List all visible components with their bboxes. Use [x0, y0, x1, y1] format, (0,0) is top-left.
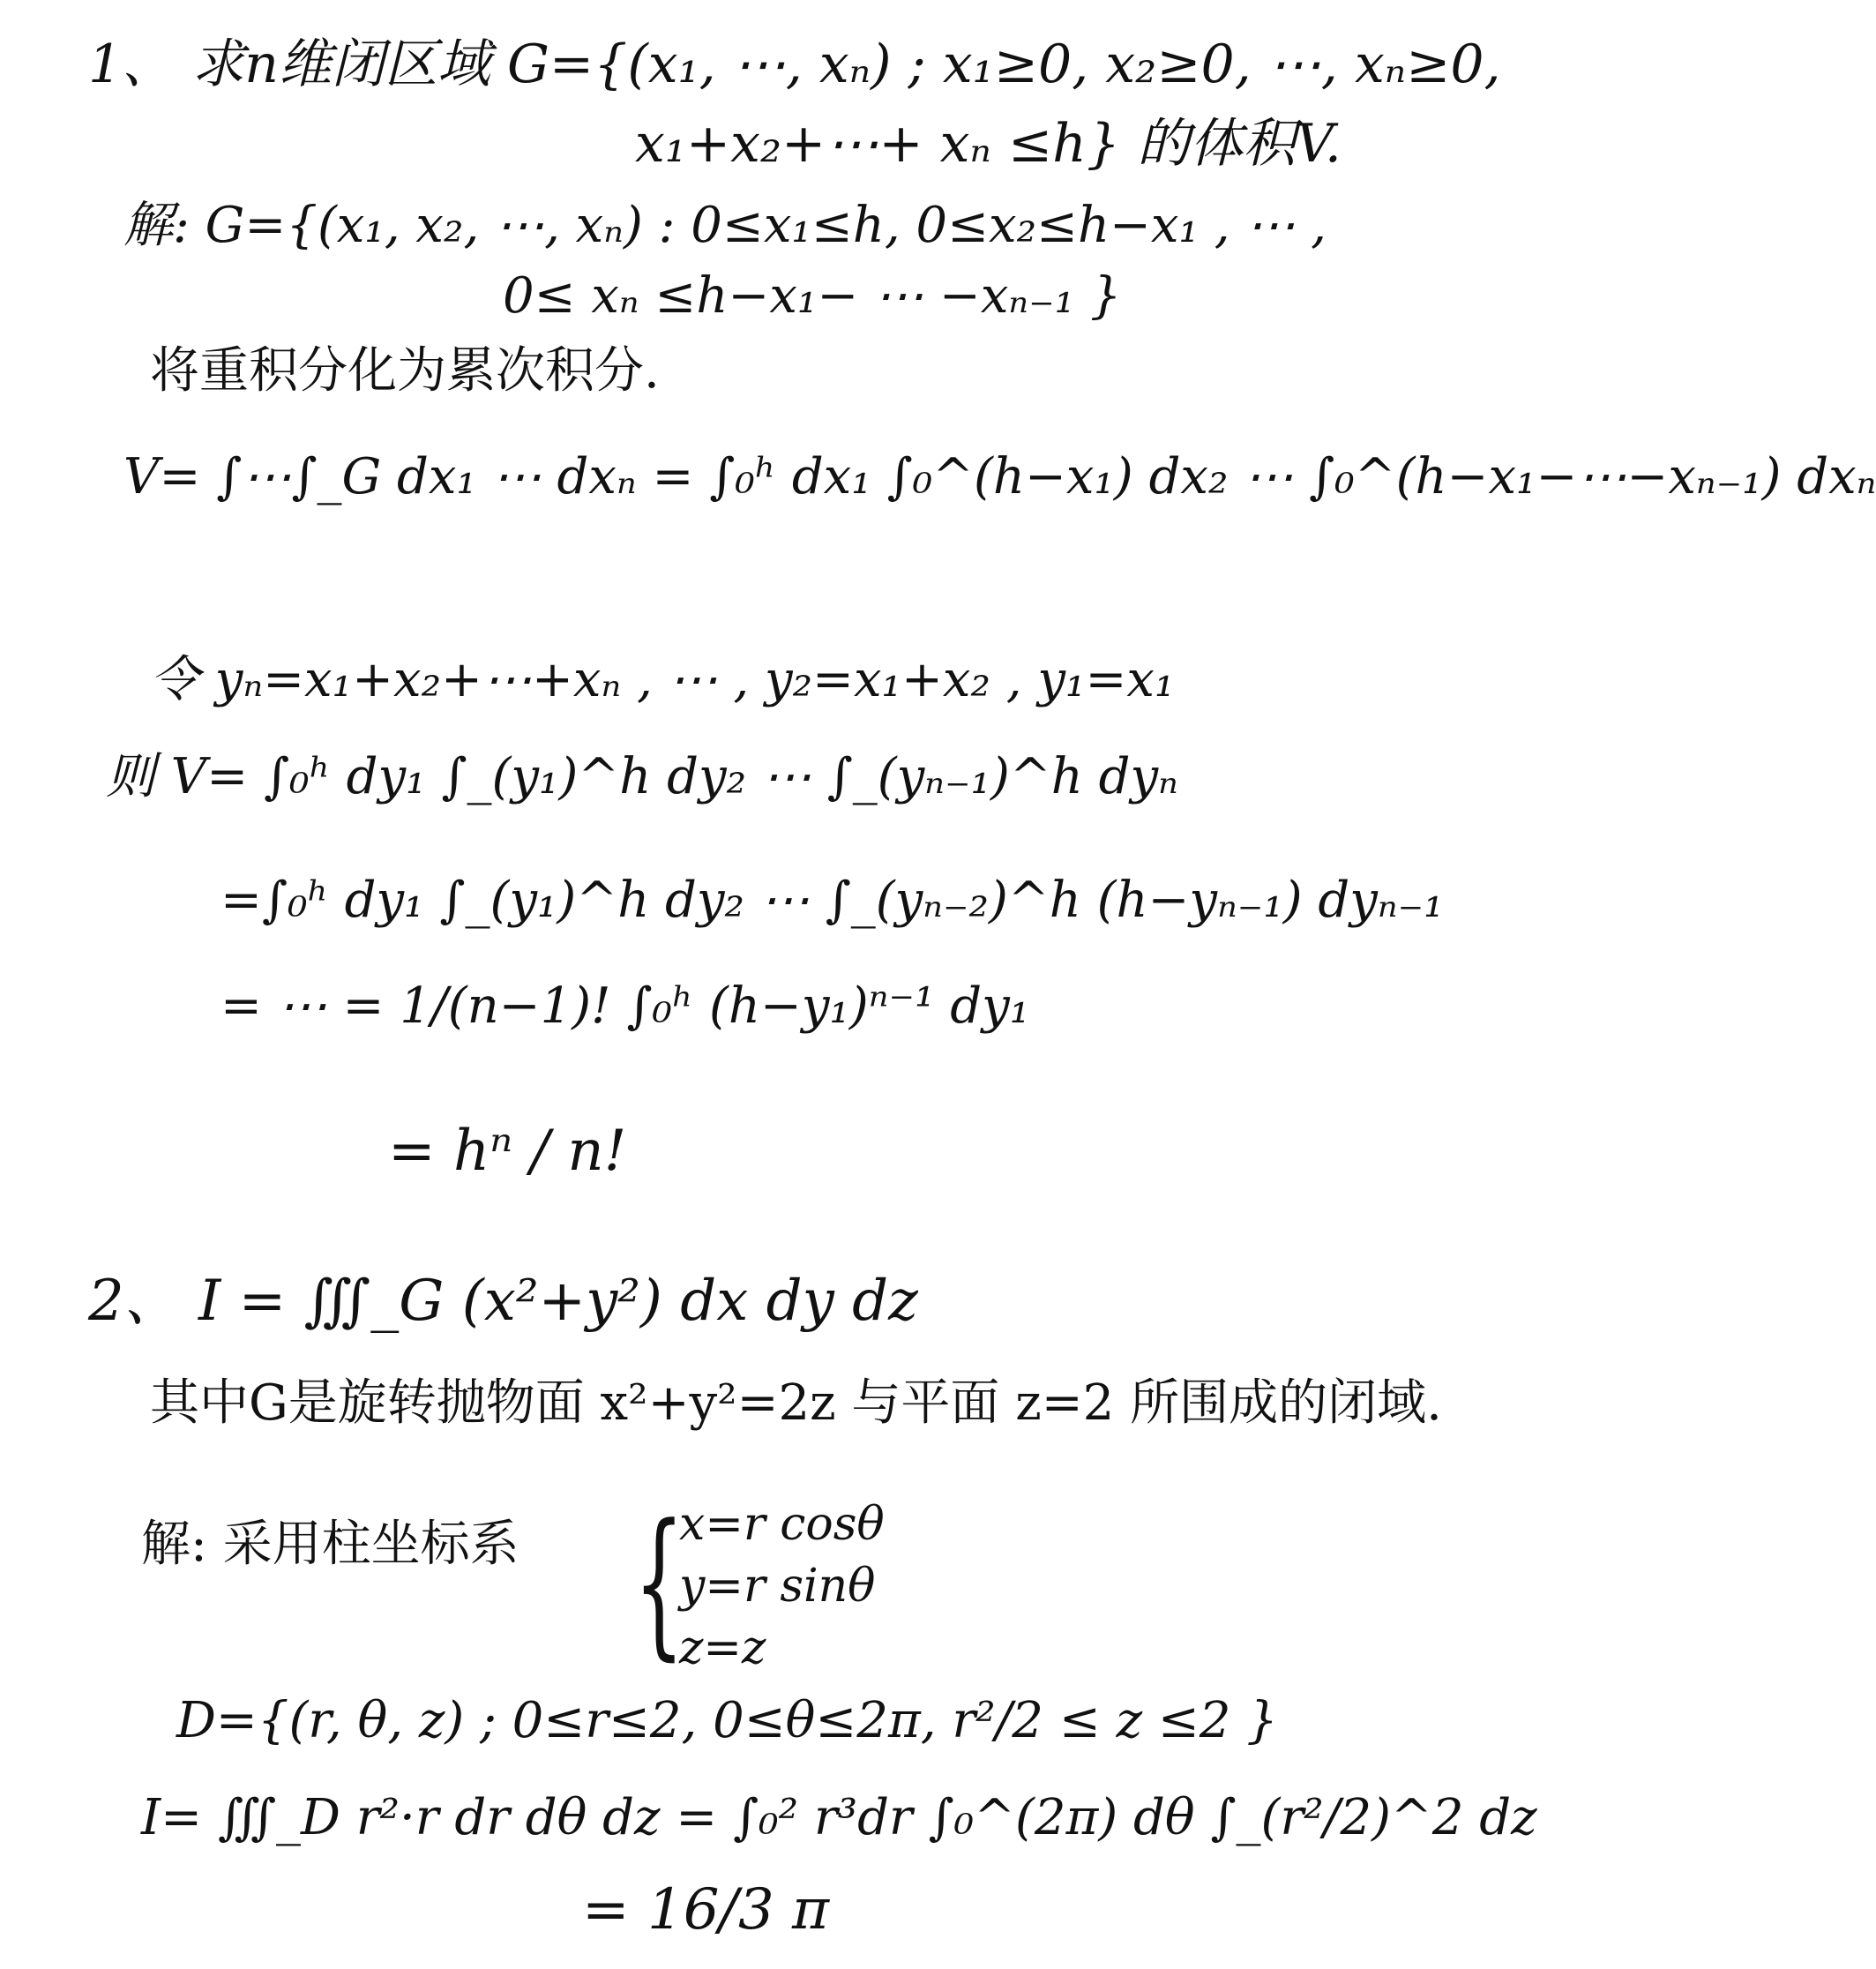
problem1-statement-line1: 1、 求n维闭区域 G={(x₁, ⋯, xₙ) ; x₁≥0, x₂≥0, ⋯, xₙ≥0,: [88, 34, 1501, 95]
problem1-solution-line1: 解: G={(x₁, x₂, ⋯, xₙ) : 0≤x₁≤h, 0≤x₂≤h−x₁ , ⋯ ,: [123, 197, 1327, 254]
problem1-solution-line2: 0≤ xₙ ≤h−x₁− ⋯ −xₙ₋₁ }: [503, 267, 1122, 325]
problem2-integral: I= ∭_D r²·r dr dθ dz = ∫₀² r³dr ∫₀^(2π) dθ ∫_(r²/2)^2 dz: [141, 1789, 1537, 1846]
problem1-volume-step1: 则 V= ∫₀ʰ dy₁ ∫_(y₁)^h dy₂ ⋯ ∫_(yₙ₋₁)^h dyₙ: [106, 748, 1178, 805]
problem2-statement-line2: 其中G是旋转抛物面 x²+y²=2z 与平面 z=2 所围成的闭域.: [150, 1374, 1442, 1432]
problem1-substitution: 令 yₙ=x₁+x₂+⋯+xₙ , ⋯ , y₂=x₁+x₂ , y₁=x₁: [150, 651, 1175, 708]
coordinate-system-z: z=z: [679, 1621, 766, 1674]
coordinate-system-y: y=r sinθ: [679, 1560, 876, 1613]
problem1-solution-line3: 将重积分化为累次积分.: [150, 342, 660, 400]
problem1-volume-step3: = ⋯ = 1/(n−1)! ∫₀ʰ (h−y₁)ⁿ⁻¹ dy₁: [220, 977, 1030, 1035]
problem2-result: = 16/3 π: [582, 1877, 830, 1943]
problem1-statement-line2: x₁+x₂+⋯+ xₙ ≤h} 的体积V.: [635, 113, 1342, 175]
problem2-statement-line1: 2、 I = ∭_G (x²+y²) dx dy dz: [88, 1269, 918, 1334]
problem1-volume-result: = hⁿ / n!: [388, 1119, 627, 1184]
coordinate-system-x: x=r cosθ: [679, 1498, 885, 1551]
problem1-volume-step2: =∫₀ʰ dy₁ ∫_(y₁)^h dy₂ ⋯ ∫_(yₙ₋₂)^h (h−yₙ₋₁) dyₙ₋₁: [220, 872, 1444, 929]
left-brace: {: [633, 1491, 684, 1675]
problem1-volume-definition: V= ∫⋯∫_G dx₁ ⋯ dxₙ = ∫₀ʰ dx₁ ∫₀^(h−x₁) dx₂ ⋯ ∫₀^(h−x₁−⋯−xₙ₋₁) dxₙ: [123, 448, 1876, 505]
problem2-domain: D={(r, θ, z) ; 0≤r≤2, 0≤θ≤2π, r²/2 ≤ z ≤2 }: [176, 1692, 1278, 1749]
problem2-solution-intro: 解: 采用柱坐标系: [141, 1516, 519, 1573]
